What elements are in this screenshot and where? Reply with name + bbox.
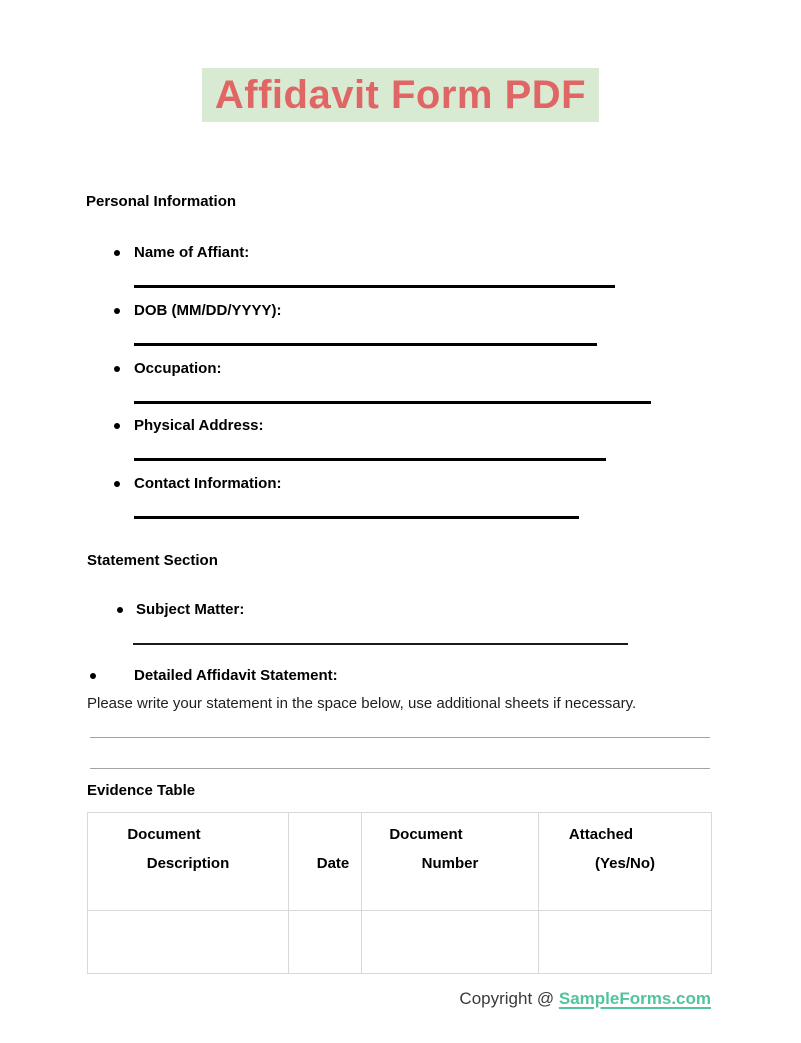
title-bar [0, 68, 801, 122]
header-line: Document [389, 826, 463, 843]
occupation-fill-line [134, 401, 651, 404]
field-label: Subject Matter: [136, 601, 245, 618]
table-cell-date [289, 911, 362, 974]
bullet-icon [117, 607, 123, 613]
statement-writing-line [90, 768, 710, 769]
bullet-icon [114, 481, 120, 487]
copyright-text: Copyright @ [459, 989, 559, 1008]
field-label: Physical Address: [134, 417, 264, 434]
column-header-document-description [88, 813, 289, 911]
footer [0, 988, 711, 1010]
dob-fill-line [134, 343, 597, 346]
list-item-name-of-affiant [114, 244, 249, 261]
table-cell-attached [539, 911, 712, 974]
page-title: Affidavit Form PDF [202, 68, 599, 122]
list-item-physical-address [114, 417, 264, 434]
header-line: Date [316, 855, 350, 872]
statement-section-heading: Statement Section [87, 552, 218, 569]
list-item-contact-information [114, 475, 282, 492]
bullet-icon [114, 423, 120, 429]
contact-information-fill-line [134, 516, 579, 519]
bullet-icon [114, 308, 120, 314]
statement-writing-line [90, 737, 710, 738]
table-row [88, 911, 712, 974]
field-label: Name of Affiant: [134, 244, 250, 261]
evidence-table [87, 812, 712, 974]
field-label: DOB (MM/DD/YYYY): [134, 302, 282, 319]
field-label: Contact Information: [134, 475, 282, 492]
table-header-row [88, 813, 712, 911]
bullet-icon [90, 673, 96, 679]
subject-matter-fill-line [133, 643, 628, 645]
list-item-occupation [114, 360, 222, 377]
field-label: Occupation: [134, 360, 222, 377]
name-of-affiant-fill-line [134, 285, 615, 288]
statement-instruction-note: Please write your statement in the space below, use additional sheets if necessary. [87, 695, 637, 712]
list-item-subject-matter [117, 601, 244, 618]
table-cell-document-description [88, 911, 289, 974]
list-item-detailed-statement [90, 667, 338, 684]
header-line: Description [146, 855, 230, 872]
list-item-dob [114, 302, 282, 319]
header-line: Document [127, 826, 201, 843]
column-header-attached [539, 813, 712, 911]
physical-address-fill-line [134, 458, 606, 461]
header-line: Attached [568, 826, 634, 843]
bullet-icon [114, 366, 120, 372]
header-line: Number [421, 855, 479, 872]
column-header-document-number [362, 813, 539, 911]
evidence-table-heading: Evidence Table [87, 782, 196, 799]
personal-information-heading: Personal Information [86, 193, 237, 210]
header-line: (Yes/No) [594, 855, 655, 872]
field-label: Detailed Affidavit Statement: [134, 667, 338, 684]
bullet-icon [114, 250, 120, 256]
table-cell-document-number [362, 911, 539, 974]
sampleforms-link[interactable]: SampleForms.com [558, 989, 711, 1008]
